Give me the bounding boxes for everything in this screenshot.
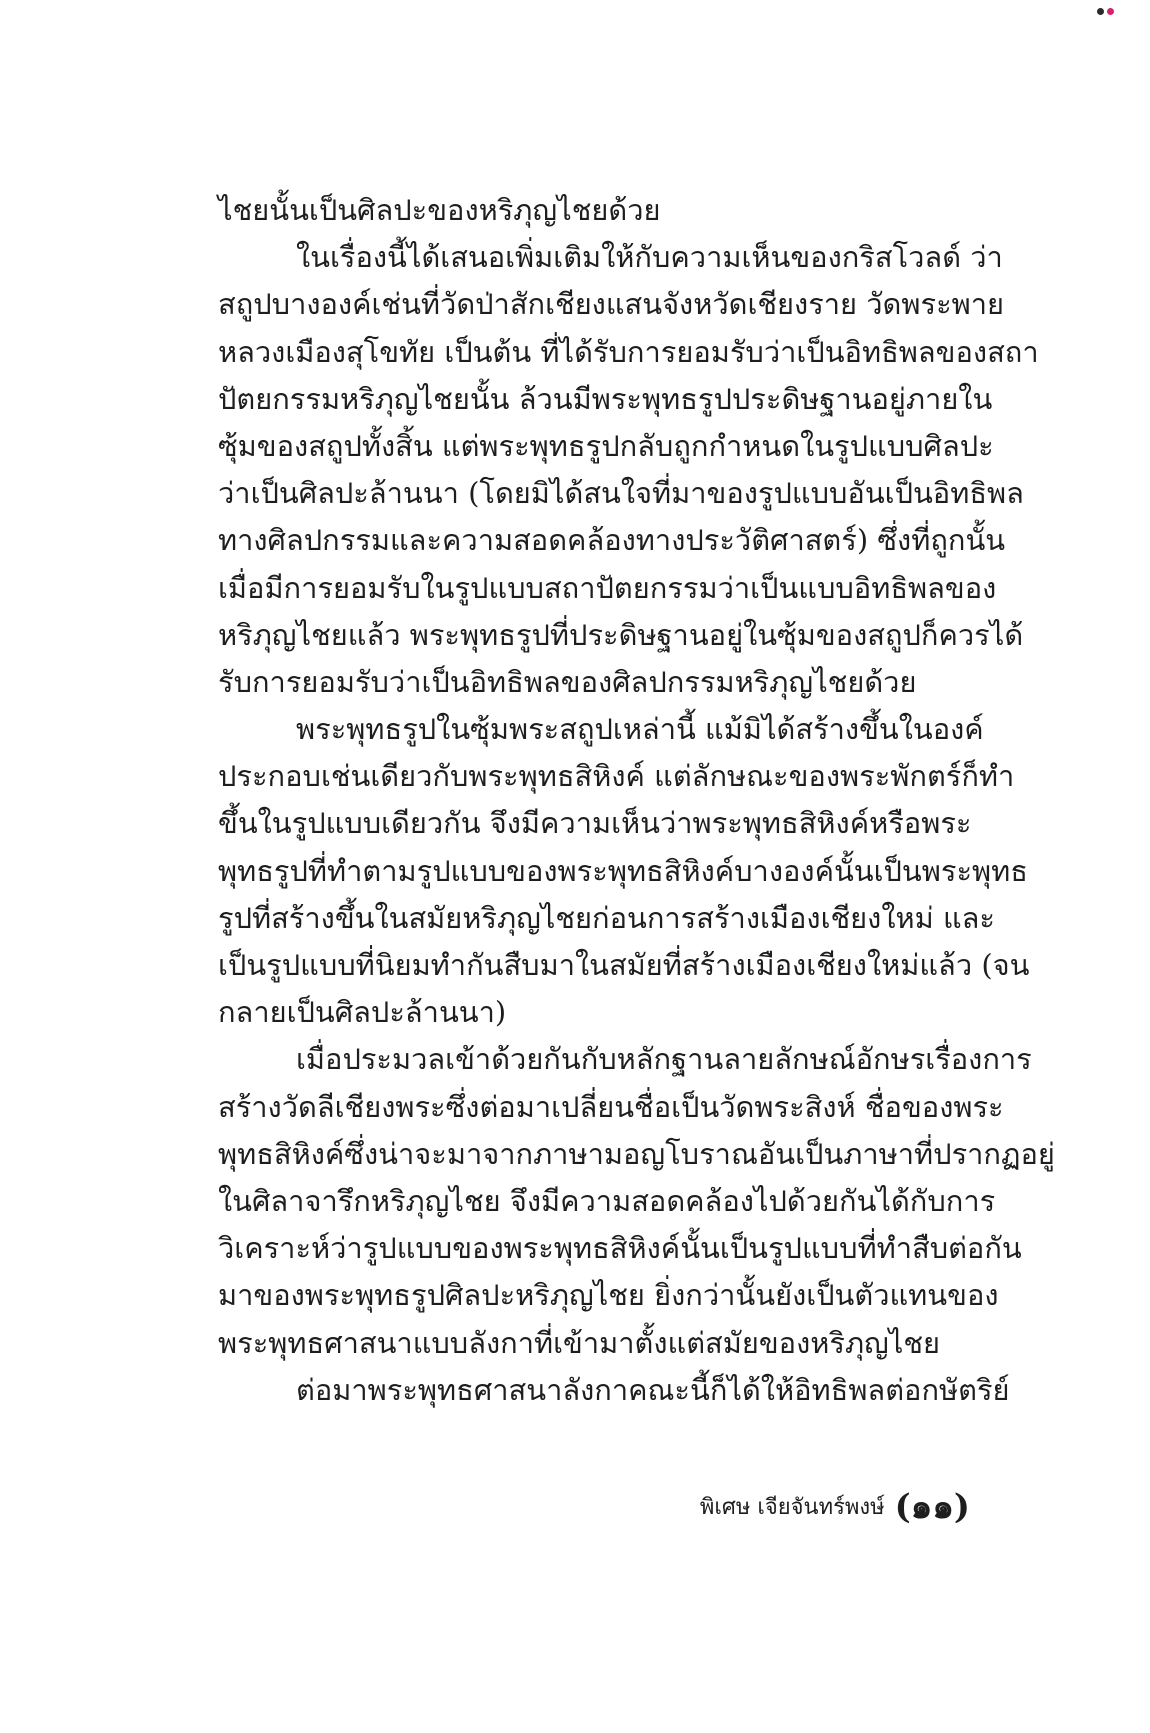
page-footer (600, 1478, 970, 1534)
text-line: พระพุทธรูปในซุ้มพระสถูปเหล่านี้ แม้มิได้สร้างขึ้นในองค์ (296, 712, 984, 747)
text-line: มาของพระพุทธรูปศิลปะหริภุญไชย ยิ่งกว่านั้นยังเป็นตัวแทนของ (218, 1278, 999, 1313)
page-number: (๑๑) (894, 1487, 970, 1527)
text-line: เมื่อมีการยอมรับในรูปแบบสถาปัตยกรรมว่าเป็นแบบอิทธิพลของ (218, 570, 997, 605)
footer-author: พิเศษ เจียจันทร์พงษ์ (699, 1494, 885, 1520)
text-line: พุทธสิหิงค์ซึ่งน่าจะมาจากภาษามอญโบราณอันเป็นภาษาที่ปรากฏอยู่ (218, 1136, 1055, 1171)
text-line: ขึ้นในรูปแบบเดียวกัน จึงมีความเห็นว่าพระพุทธสิหิงค์หรือพระ (218, 806, 972, 841)
corner-decoration (1097, 8, 1114, 15)
text-line: ซุ้มของสถูปทั้งสิ้น แต่พระพุทธรูปกลับถูกกำหนดในรูปแบบศิลปะ (218, 428, 994, 463)
text-line: ประกอบเช่นเดียวกับพระพุทธสิหิงค์ แต่ลักษณะของพระพักตร์ก็ทำ (218, 759, 1015, 794)
text-line: หลวงเมืองสุโขทัย เป็นต้น ที่ได้รับการยอมรับว่าเป็นอิทธิพลของสถา (218, 334, 1039, 369)
dark-dot (1097, 8, 1104, 15)
text-line: เมื่อประมวลเข้าด้วยกันกับหลักฐานลายลักษณ์อักษรเรื่องการ (296, 1042, 1032, 1077)
text-line: เป็นรูปแบบที่นิยมทำกันสืบมาในสมัยที่สร้างเมืองเชียงใหม่แล้ว (จน (218, 948, 1030, 982)
text-line: พระพุทธศาสนาแบบลังกาที่เข้ามาตั้งแต่สมัยของหริภุญไชย (218, 1325, 941, 1360)
text-line: ว่าเป็นศิลปะล้านนา (โดยมิได้สนใจที่มาของรูปแบบอันเป็นอิทธิพล (218, 476, 1024, 511)
text-line: หริภุญไชยแล้ว พระพุทธรูปที่ประดิษฐานอยู่ในซุ้มของสถูปก็ควรได้ (218, 617, 1024, 652)
text-line: รับการยอมรับว่าเป็นอิทธิพลของศิลปกรรมหริภุญไชยด้วย (218, 664, 917, 699)
text-line: รูปที่สร้างขึ้นในสมัยหริภุญไชยก่อนการสร้างเมืองเชียงใหม่ และ (218, 900, 995, 935)
pink-dot (1107, 8, 1114, 15)
text-line: วิเคราะห์ว่ารูปแบบของพระพุทธสิหิงค์นั้นเป็นรูปแบบที่ทำสืบต่อกัน (218, 1231, 1022, 1266)
text-line: ปัตยกรรมหริภุญไชยนั้น ล้วนมีพระพุทธรูปประดิษฐานอยู่ภายใน (218, 381, 993, 416)
text-line: กลายเป็นศิลปะล้านนา) (218, 995, 507, 1030)
text-line: พุทธรูปที่ทำตามรูปแบบของพระพุทธสิหิงค์บางองค์นั้นเป็นพระพุทธ (218, 853, 1028, 888)
text-line: ในศิลาจารึกหริภุญไชย จึงมีความสอดคล้องไปด้วยกันได้กับการ (218, 1183, 996, 1218)
text-line: ไชยนั้นเป็นศิลปะของหริภุญไชยด้วย (218, 193, 661, 227)
text-line: ทางศิลปกรรมและความสอดคล้องทางประวัติศาสตร์) ซึ่งที่ถูกนั้น (218, 523, 1006, 558)
text-line: สร้างวัดลีเชียงพระซึ่งต่อมาเปลี่ยนชื่อเป็นวัดพระสิงห์ ชื่อของพระ (218, 1089, 1004, 1124)
text-line: ในเรื่องนี้ได้เสนอเพิ่มเติมให้กับความเห็นของกริสโวลด์ ว่า (296, 240, 1003, 275)
text-line: ต่อมาพระพุทธศาสนาลังกาคณะนี้ก็ได้ให้อิทธิพลต่อกษัตริย์ (296, 1372, 1010, 1407)
text-line: สถูปบางองค์เช่นที่วัดป่าสักเชียงแสนจังหวัดเชียงราย วัดพระพาย (218, 287, 1005, 322)
body-text (218, 187, 1055, 1414)
